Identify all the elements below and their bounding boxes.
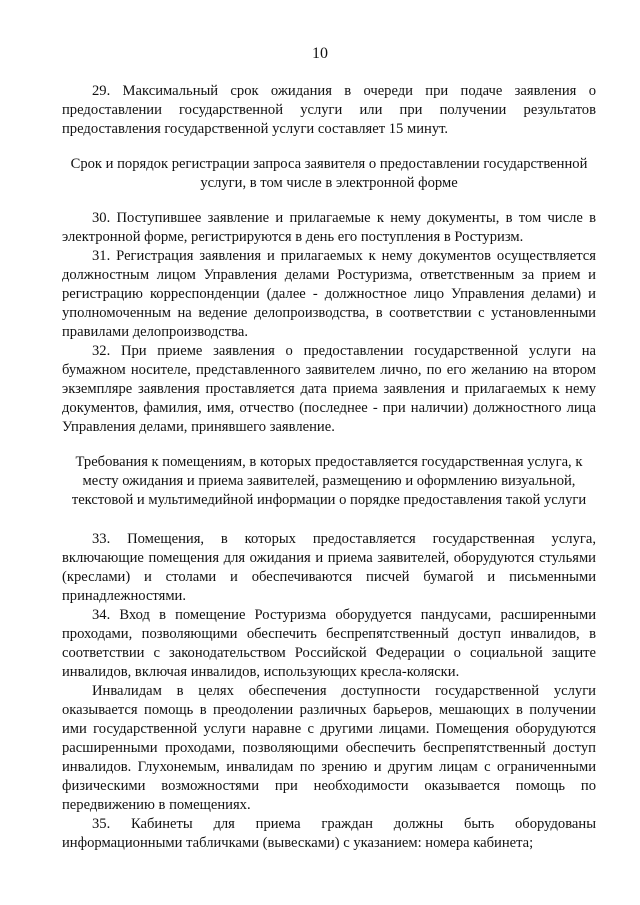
page-number: 10 bbox=[312, 45, 328, 62]
section-heading-premises: Требования к помещениям, в которых предоставляется государственная услуга, к месту ожидания и приема заявителей, размещению и оформлению визуальной, текстовой и мультимедийной информации о порядке предоставления такой услуги bbox=[71, 454, 587, 508]
paragraph-35: 35. Кабинеты для приема граждан должны быть оборудованы информационными табличками (вывесками) с указанием: номера кабинета; bbox=[62, 816, 596, 851]
paragraph-32: 32. При приеме заявления о предоставлении государственной услуги на бумажном носителе, представленного заявителем лично, по его желанию на втором экземпляре заявления проставляется дата приема заявления и прилагаемых к нему документов, фамилия, имя, отчество (последнее - при наличии) должностного лица Управления делами, принявшего заявление. bbox=[62, 343, 596, 435]
paragraph-34: 34. Вход в помещение Ростуризма оборудуется пандусами, расширенными проходами, позволяющими обеспечить беспрепятственный доступ инвалидов, в соответствии с законодательством Российской Федерации о социальной защите инвалидов, включая инвалидов, использующих кресла-коляски. bbox=[62, 607, 596, 680]
section-heading-registration: Срок и порядок регистрации запроса заявителя о предоставлении государственной услуги, в том числе в электронной форме bbox=[70, 156, 588, 191]
paragraph-29: 29. Максимальный срок ожидания в очереди при подаче заявления о предоставлении государственной услуги или при получении результатов предоставления государственной услуги составляет 15 минут. bbox=[62, 83, 596, 137]
paragraph-30: 30. Поступившее заявление и прилагаемые к нему документы, в том числе в электронной форме, регистрируются в день его поступления в Ростуризм. bbox=[62, 210, 596, 245]
document-body bbox=[62, 82, 596, 853]
paragraph-34-continued: Инвалидам в целях обеспечения доступности государственной услуги оказывается помощь в преодолении различных барьеров, мешающих в получении ими государственной услуги наравне с другими лицами. Помещения оборудуются расширенными проходами, позволяющими обеспечить беспрепятственный доступ инвалидов. Глухонемым, инвалидам по зрению и другим лицам с ограниченными физическими возможностями при необходимости оказывается помощь по передвижению в помещениях. bbox=[62, 683, 596, 813]
paragraph-33: 33. Помещения, в которых предоставляется государственная услуга, включающие помещения для ожидания и приема заявителей, оборудуются стульями (креслами) и столами и обеспечиваются писчей бумагой и письменными принадлежностями. bbox=[62, 531, 596, 604]
paragraph-31: 31. Регистрация заявления и прилагаемых к нему документов осуществляется должностным лицом Управления делами Ростуризма, ответственным за прием и регистрацию корреспонденции (далее - должностное лицо Управления делами) и уполномоченным на ведение делопроизводства, в соответствии с установленными правилами делопроизводства. bbox=[62, 248, 596, 340]
